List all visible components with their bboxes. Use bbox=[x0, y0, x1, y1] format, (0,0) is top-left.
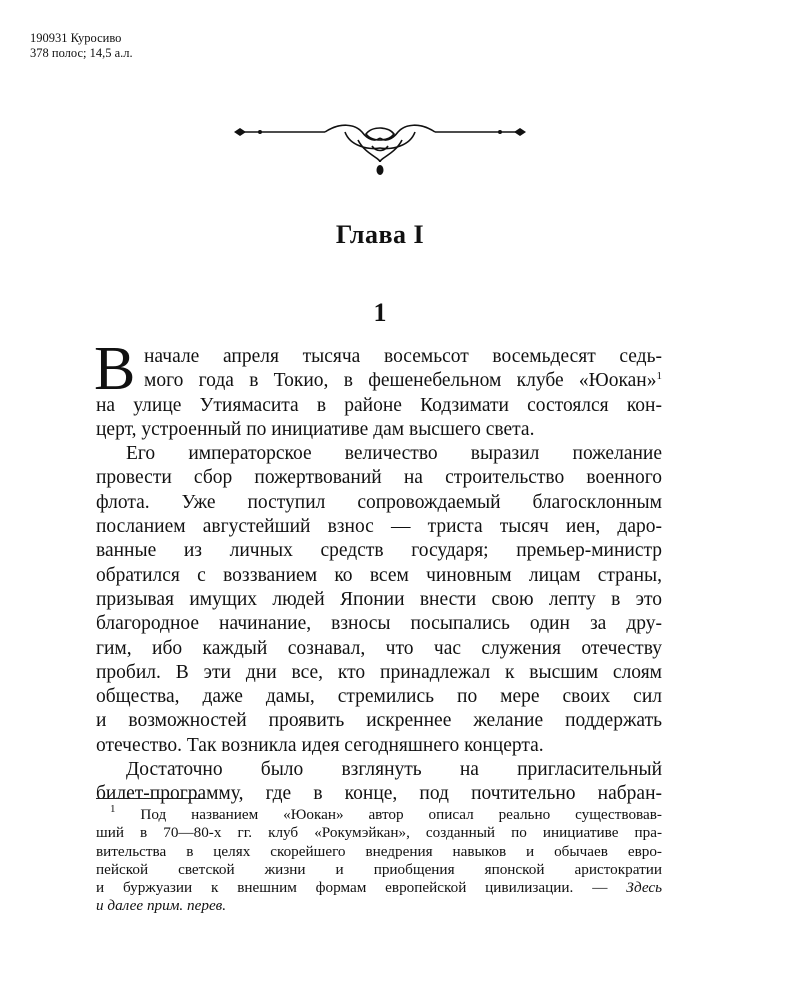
text-line: начале апреля тысяча восемьсот восемьдесят седь- bbox=[144, 346, 662, 367]
text-line: гим, ибо каждый сознавал, что час служения отечеству bbox=[96, 637, 662, 659]
text-line: церт, устроенный по инициативе дам высшего света. bbox=[96, 418, 535, 440]
text-line: и возможностей проявить искреннее желание поддержать bbox=[96, 710, 662, 732]
footnote-line: ший в 70—80-х гг. клуб «Рокумэйкан», созданный по инициативе пра- bbox=[96, 824, 662, 842]
footnote-italic-note: Здесь bbox=[626, 879, 663, 897]
text-line: общества, даже дамы, стремились по мере своих сил bbox=[96, 686, 662, 708]
text-line: Его императорское величество выразил пожелание bbox=[126, 443, 662, 465]
drop-cap: В bbox=[94, 335, 136, 403]
text-line bbox=[96, 369, 662, 393]
footnote bbox=[96, 803, 663, 916]
text-line: посланием августейший взнос — триста тысяч иен, даро- bbox=[96, 516, 662, 538]
text-line: пробил. В эти дни все, кто принадлежал к высшим слоям bbox=[96, 661, 662, 683]
footnote-line: пейской светской жизни и приобщения японской аристократии bbox=[96, 860, 662, 878]
footnote-divider bbox=[96, 798, 204, 799]
meta-line-1: 190931 Куросиво bbox=[30, 31, 122, 45]
meta-line-2: 378 полос; 14,5 а.л. bbox=[30, 46, 133, 60]
print-metadata bbox=[30, 31, 133, 61]
text-line: ванные из личных средств государя; премьер-министр bbox=[96, 540, 662, 562]
text-line: билет-программу, где в конце, под почтительно набран- bbox=[96, 783, 662, 805]
text-line: Достаточно было взглянуть на пригласительный bbox=[126, 759, 662, 781]
chapter-title: Глава I bbox=[335, 220, 425, 249]
footnote-line bbox=[96, 879, 662, 897]
text-line: отечество. Так возникла идея сегодняшнего концерта. bbox=[96, 734, 544, 756]
decorative-vignette-icon bbox=[230, 118, 530, 180]
text-line-content: мого года в Токио, в фешенебельном клубе «Юокан» bbox=[144, 370, 657, 392]
footnote-italic-note: и далее прим. перев. bbox=[96, 897, 227, 915]
footnote-line-content: и буржуазии к внешним формам европейской цивилизации. — bbox=[96, 879, 608, 897]
text-line: провести сбор пожертвований на строительство военного bbox=[96, 467, 662, 489]
text-line: на улице Утиямасита в районе Кодзимати состоялся кон- bbox=[96, 394, 662, 416]
footnote-ref: 1 bbox=[656, 370, 662, 383]
text-line: флота. Уже поступил сопровождаемый благосклонным bbox=[96, 491, 662, 513]
section-number: 1 bbox=[373, 298, 387, 327]
text-line: благородное начинание, взносы посыпались один за дру- bbox=[96, 613, 662, 635]
footnote-line-content: Под названием «Юокан» автор описал реально существовав- bbox=[140, 806, 662, 823]
footnote-line: вительства в целях скорейшего внедрения навыков и обычаев евро- bbox=[96, 842, 662, 860]
main-text bbox=[94, 335, 662, 807]
footnote-line bbox=[96, 897, 662, 915]
footnote-line bbox=[96, 803, 662, 824]
text-line: призывая имущих людей Японии внести свою лепту в это bbox=[96, 588, 662, 610]
footnote-marker: 1 bbox=[110, 803, 116, 815]
text-line: обратился с воззванием ко всем чиновным лицам страны, bbox=[96, 564, 662, 586]
